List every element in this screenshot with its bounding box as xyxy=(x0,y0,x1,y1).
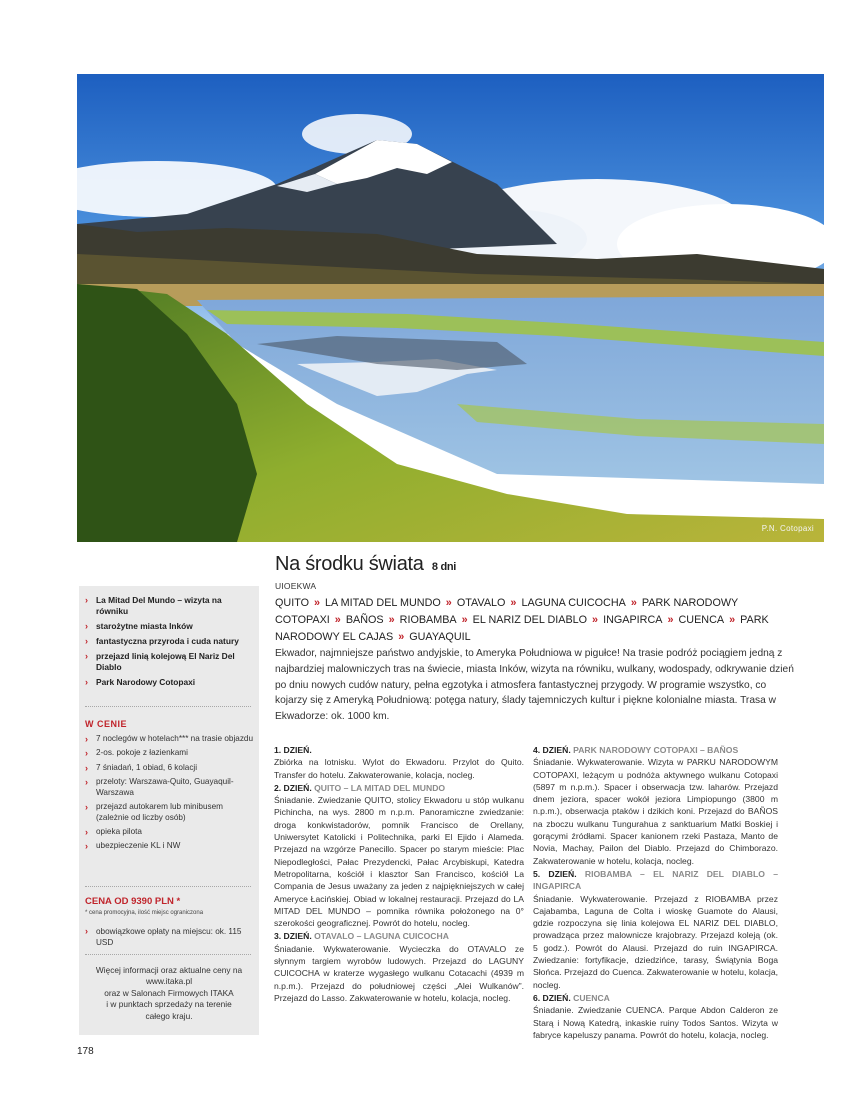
included-item-text: 7 noclegów w hotelach*** na trasie objazdu xyxy=(96,734,254,743)
day-title: PARK NARODOWY COTOPAXI – BAÑOS xyxy=(573,745,739,755)
itinerary-day xyxy=(533,744,778,867)
day-text: Śniadanie. Zwiedzanie CUENCA. Parque Abdon Calderon ze Starą i Nową Katedrą, inkaskie ruiny Todos Santos. Wizyta w fabryce kapeluszy panama. Powrót do hotelu, kolacja, nocleg. xyxy=(533,1005,778,1040)
included-item-text: przeloty: Warszawa-Quito, Guayaquil-Warszawa xyxy=(96,776,234,797)
itinerary-day xyxy=(274,930,524,1004)
highlight-item xyxy=(85,677,255,688)
route-list xyxy=(275,595,795,646)
day-text: Śniadanie. Wykwaterowanie. Wizyta w PARKU NARODOWYM COTOPAXI, leżącym u podnóża aktywnego wulkanu Cotopaxi (5897 m n.p.m.). Spacer i obserwacja tzw. laharów. Przejazd dnem jeziora, spacer wokół jeziora Limpiopungo (3800 m n.p.m.), obserwacja ptaków i dzikich koni. Przejazd do BAÑOS na zboczu wulkanu Tungurahua z sanktuarium Matki Boskiej i gorącymi źródłami. Spacer kanionem rzeki Pastaza, Manto de Novia, Machay, Pailon del Diablo. Przejazd do Chimborazo. Zakwaterowanie w hotelu, kolacja, nocleg. xyxy=(533,757,778,866)
included-item-text: ubezpieczenie KL i NW xyxy=(96,841,181,851)
day-number: 3. DZIEŃ. xyxy=(274,931,315,942)
day-title: QUITO – LA MITAD DEL MUNDO xyxy=(314,782,446,793)
info-line: Więcej informacji oraz aktualne ceny na xyxy=(95,965,243,975)
chevron-right-icon: › xyxy=(85,677,88,687)
day-text: Śniadanie. Zwiedzanie QUITO, stolicy Ekwadoru u stóp wulkanu Pichincha, na wys. 2800 m n.p.m. Panoramiczne zwiedzanie: droga konkwistadorów, pomnik Francisco de Orellany, Uniwersytet Katolicki i Politechnika, parki El Ejido i Alameda. Przejazd na wzgórze Panecillo. Spacer po starym mieście: Plac Niepodległości, Pałac Prezydencki, Pałac Arcybiskupi, Katedra Metropolitarna, kościół i klasztor San Francisco, kościół La Compania de Jesus uważany za jeden z najpiękniejszych w całej Ameryce Łacińskiej. Obiad w lokalnej restauracji. Przejazd do LA MITAD DEL MUNDO – pomnika równika położonego na 0° szerokości geograficznej. Powrót do hotelu, nocleg. xyxy=(274,795,524,929)
photo-caption: P.N. Cotopaxi xyxy=(761,524,814,533)
price-label: CENA OD 9390 PLN * xyxy=(85,896,181,907)
chevron-right-icon: › xyxy=(85,734,88,744)
included-item-text: opieka pilota xyxy=(96,827,142,837)
more-info-text xyxy=(85,965,253,1022)
route-separator: » xyxy=(395,631,408,643)
itinerary-day xyxy=(274,782,524,930)
day-text: Śniadanie. Wykwaterowanie. Wycieczka do OTAVALO ze słynnym targiem wyrobów ludowych. Przejazd do LAGUNY CUICOCHA w kraterze wygasłego wulkanu Cotacachi (4939 m n.p.m.). Przejazd do południowej części „Alei Wulkanów”. Przejazd do Lasso. Zakwaterowanie w hotelu, kolacja, nocleg. xyxy=(274,943,524,1003)
highlight-item-text: Park Narodowy Cotopaxi xyxy=(96,677,196,687)
route-stop: RIOBAMBA xyxy=(399,614,457,626)
chevron-right-icon: › xyxy=(85,776,88,787)
divider xyxy=(85,706,251,707)
route-stop: QUITO xyxy=(275,597,309,609)
route-separator: » xyxy=(664,614,677,626)
chevron-right-icon: › xyxy=(85,841,88,852)
included-item-text: przejazd autokarem lub minibusem (zależnie od liczby osób) xyxy=(96,801,223,822)
info-line: i w punktach sprzedaży na terenie xyxy=(106,999,232,1010)
sidebar-box xyxy=(79,586,259,1035)
route-separator: » xyxy=(589,614,602,626)
info-line: oraz w Salonach Firmowych ITAKA xyxy=(104,987,234,998)
route-stop: OTAVALO xyxy=(456,597,506,609)
title-main: Na środku świata xyxy=(275,553,424,575)
highlight-item xyxy=(85,636,255,647)
itinerary-column-1 xyxy=(274,744,524,1005)
route-separator: » xyxy=(442,597,455,609)
itinerary-day xyxy=(533,868,778,991)
landscape-illustration xyxy=(77,74,824,542)
included-item xyxy=(85,827,255,838)
highlight-item-text: starożytne miasta Inków xyxy=(96,621,193,631)
chevron-right-icon: › xyxy=(85,827,88,838)
included-item xyxy=(85,841,255,852)
divider xyxy=(85,886,251,887)
included-item xyxy=(85,748,255,759)
intro-text: Ekwador, najmniejsze państwo andyjskie, to Ameryka Południowa w pigułce! Na trasie podróż pociągiem jedną z najbardziej malowniczych tras na świecie, miasta Inków, wizyta na równiku, wulkany, wodospady, odkrywanie dzień po dniu nowych cudów natury, pełna egzotyka i atmosfera fantastycznej przygody. W programie wszystko, co kojarzy się z Ameryką Południową: potęga natury, ślady tajemniczych kultur i piękne kolonialne miasta. Trasa w Ekwadorze: ok. 1000 km. xyxy=(275,648,794,723)
info-line: całego kraju. xyxy=(145,1010,193,1021)
route-stop: LAGUNA CUICOCHA xyxy=(521,597,626,609)
included-list xyxy=(85,734,255,856)
day-title: CUENCA xyxy=(573,992,610,1003)
route-stop: GUAYAQUIL xyxy=(409,631,471,643)
highlight-item xyxy=(85,595,255,617)
route-separator: » xyxy=(385,614,398,626)
route-stop: PARK NARODOWY COTOPAXI xyxy=(275,597,739,626)
chevron-right-icon: › xyxy=(85,621,88,631)
route-stop: PARK NARODOWY EL CAJAS xyxy=(275,614,769,643)
fees-text: obowiązkowe opłaty na miejscu: ok. 115 USD xyxy=(96,927,242,947)
included-item xyxy=(85,777,255,799)
highlight-item xyxy=(85,651,255,673)
route-separator: » xyxy=(507,597,520,609)
highlights-list xyxy=(85,595,255,692)
route-stop: BAÑOS xyxy=(345,614,384,626)
divider xyxy=(85,954,251,955)
info-line: www.itaka.pl xyxy=(145,976,193,987)
included-item-text: 7 śniadań, 1 obiad, 6 kolacji xyxy=(96,762,198,772)
country-label: UIOEKWA xyxy=(275,581,317,591)
day-text: Zbiórka na lotnisku. Wylot do Ekwadoru. Przylot do Quito. Transfer do hotelu. Zakwaterowanie, kolacja, nocleg. xyxy=(274,757,524,780)
highlight-item-text: przejazd linią kolejową El Nariz Del Diablo xyxy=(96,651,235,672)
route-stop: LA MITAD DEL MUNDO xyxy=(325,597,441,609)
page-number: 178 xyxy=(77,1046,94,1057)
included-item xyxy=(85,734,255,745)
chevron-right-icon: › xyxy=(85,636,88,646)
day-title: RIOBAMBA – EL NARIZ DEL DIABLO – INGAPIRCA xyxy=(533,868,778,892)
route-separator: » xyxy=(458,614,471,626)
highlight-item-text: La Mitad Del Mundo – wizyta na równiku xyxy=(96,595,222,616)
hero-photo-cotopaxi xyxy=(77,74,824,542)
chevron-right-icon: › xyxy=(85,595,88,605)
route-stop: INGAPIRCA xyxy=(603,614,663,626)
itinerary-column-2 xyxy=(533,744,778,1042)
route-separator: » xyxy=(331,614,344,626)
day-number: 2. DZIEŃ. xyxy=(274,782,315,793)
price-includes-heading: W CENIE xyxy=(85,719,128,729)
included-item xyxy=(85,763,255,774)
day-number: 6. DZIEŃ. xyxy=(533,992,574,1003)
route-separator: » xyxy=(311,597,324,609)
highlight-item-text: fantastyczna przyroda i cuda natury xyxy=(96,636,239,646)
itinerary-day xyxy=(533,992,778,1041)
chevron-right-icon: › xyxy=(85,926,88,936)
route-stop: CUENCA xyxy=(678,614,725,626)
included-item-text: 2-os. pokoje z łazienkami xyxy=(96,748,188,758)
route-separator: » xyxy=(726,614,739,626)
day-number: 4. DZIEŃ. xyxy=(533,745,574,755)
title-days: 8 dni xyxy=(431,561,457,573)
route-stop: EL NARIZ DEL DIABLO xyxy=(472,614,588,626)
day-number: 5. DZIEŃ. xyxy=(533,868,585,879)
chevron-right-icon: › xyxy=(85,762,88,773)
fees-list xyxy=(85,926,255,948)
day-title: OTAVALO – LAGUNA CUICOCHA xyxy=(314,931,449,942)
page-title xyxy=(275,553,456,576)
day-text: Śniadanie. Wykwaterowanie. Przejazd z RIOBAMBA przez Cajabamba, Laguna de Colta i wioskę Guamote do Alausi, gdzie rozpoczyna się linia kolejowa EL NARIZ DEL DIABLO, prowadząca przez malownicze krajobrazy. Przejazd koleją (ok. 5 godz.). Powrót do Alausi. Przejazd do ruin INGAPIRCA. Zwiedzanie: fortyfikacje, dziedzińce, tarasy, Świątynia Boga Słońca. Przejazd do Cuenca. Zakwaterowanie w hotelu, kolacja, nocleg. xyxy=(533,893,778,990)
itinerary-day xyxy=(274,744,524,781)
route-separator: » xyxy=(627,597,640,609)
chevron-right-icon: › xyxy=(85,801,88,812)
chevron-right-icon: › xyxy=(85,651,88,661)
included-item xyxy=(85,802,255,824)
chevron-right-icon: › xyxy=(85,748,88,759)
promo-note: * cena promocyjna, ilość miejsc ograniczona xyxy=(85,910,204,916)
day-number: 1. DZIEŃ. xyxy=(274,745,312,755)
fees-item xyxy=(85,926,255,948)
highlight-item xyxy=(85,621,255,632)
